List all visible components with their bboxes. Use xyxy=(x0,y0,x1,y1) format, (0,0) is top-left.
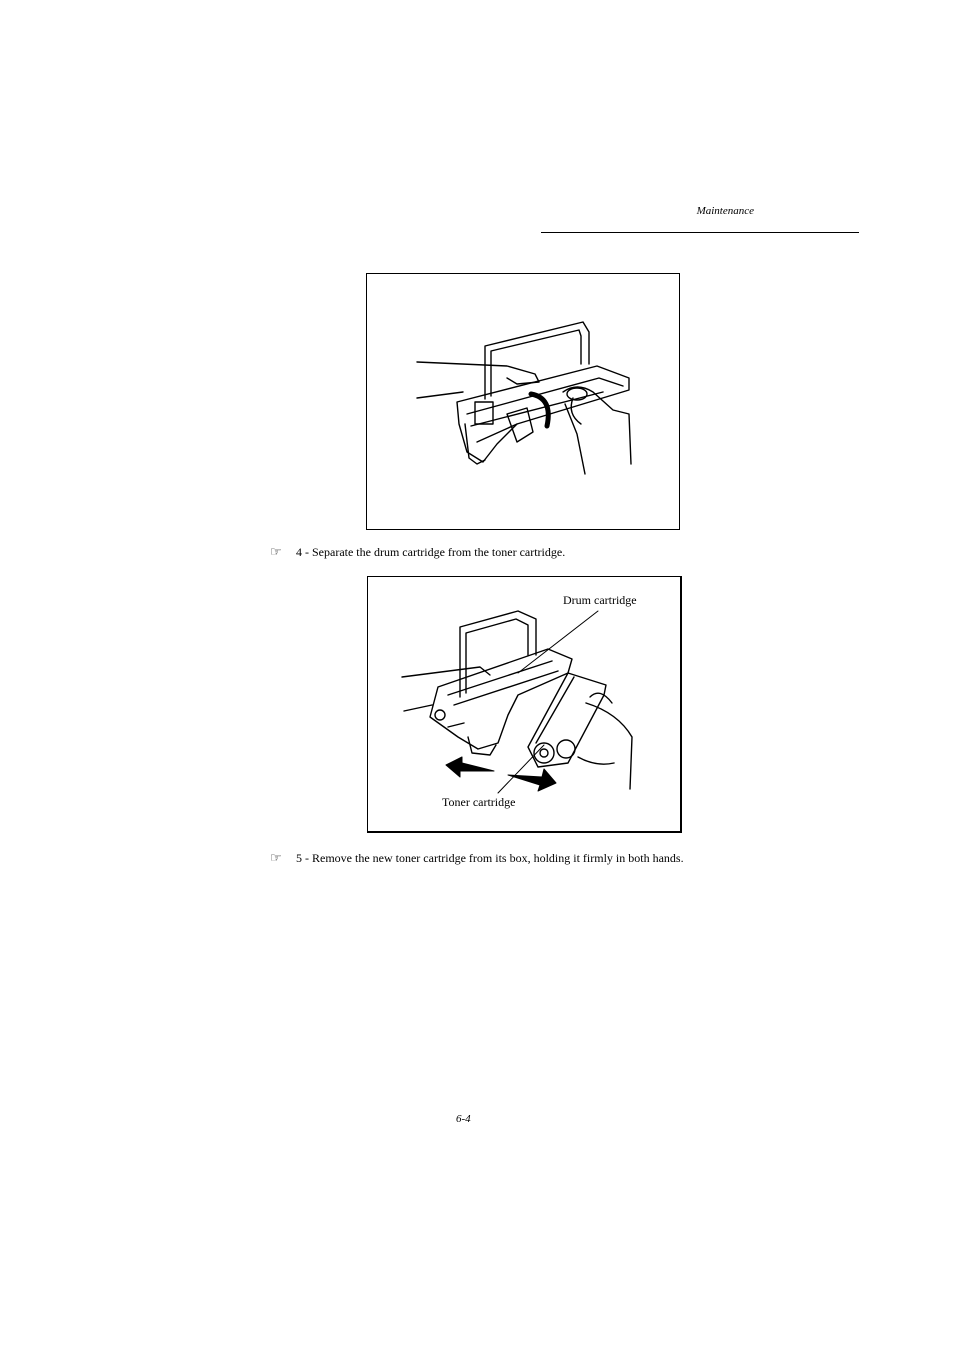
illustration-drum-unit-lift xyxy=(367,274,679,529)
pointing-hand-icon: ☞ xyxy=(270,850,282,865)
pointing-hand-icon: ☞ xyxy=(270,544,282,559)
figure-remove-drum-unit xyxy=(366,273,680,530)
running-header-title: Maintenance xyxy=(696,205,754,217)
figure-separate-cartridges xyxy=(367,576,682,833)
header-rule xyxy=(541,232,859,233)
step-5-text: 5 - Remove the new toner cartridge from its box, holding it firmly in both hands. xyxy=(296,851,684,865)
illustration-separate-cartridges xyxy=(368,577,680,831)
drum-cartridge-label: Drum cartridge xyxy=(563,593,637,607)
instruction-step-4 xyxy=(270,544,565,560)
toner-cartridge-label: Toner cartridge xyxy=(442,795,516,809)
step-4-text: 4 - Separate the drum cartridge from the toner cartridge. xyxy=(296,545,566,559)
instruction-step-5 xyxy=(270,850,684,866)
page-number: 6-4 xyxy=(456,1113,471,1125)
